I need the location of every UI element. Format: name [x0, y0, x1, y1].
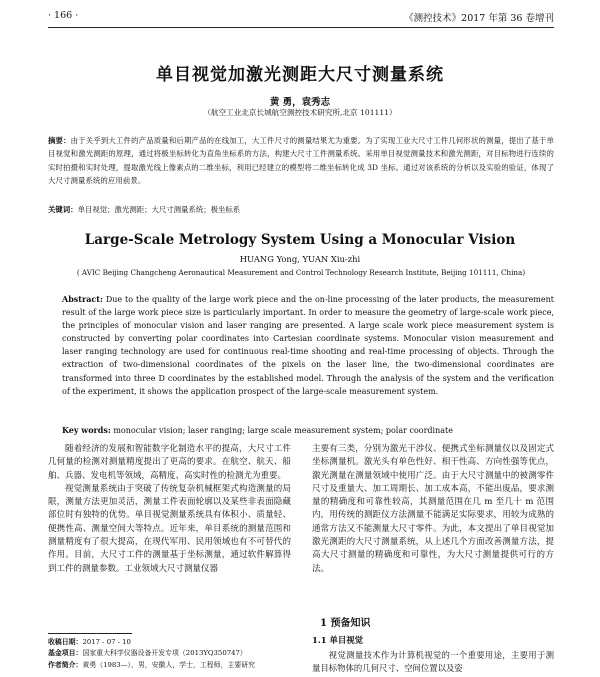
chinese-keywords	[48, 204, 554, 216]
section-1-1-text: 视觉测量技术作为计算机视觉的一个重要用途，主要用于测量目标物体的几何尺寸、空间位置以及姿	[312, 650, 554, 674]
english-affiliation: ( AVIC Beijing Changcheng Aeronautical Measurement and Control Technology Research Institute, Beijing 101111, China)	[76, 268, 526, 277]
body-left-column	[48, 443, 291, 576]
chinese-abstract-label: 摘要：	[48, 136, 71, 145]
english-abstract-label: Abstract:	[62, 294, 103, 304]
chinese-title: 单目视觉加激光测距大尺寸测量系统	[156, 65, 444, 85]
footnote-fund: 基金项目：国家重大科学仪器设备开发专项（2013YQ350747）	[48, 649, 247, 658]
english-authors: HUANG Yong, YUAN Xiu-zhi	[239, 254, 361, 264]
body-paragraph: 视觉测量系统由于突破了传统复杂机械框架式构造测量的局限，测量方法更加灵活，测量工件表面轮廓以及某些非表面隐藏部位时有独特的优势。单目视觉测量系统具有体积小、质量轻、便携性高、测量空间大等特点。近年来，单目系统的测量范围和测量精度有了很大提高，在现代军用、民用领域也有不可替代的作用。目前，大尺寸工件的测量基于坐标测量，通过软件解算得到工件的测量参数。工业领域大尺寸测量仪器	[48, 483, 291, 574]
page-number: · 166 ·	[48, 10, 79, 21]
chinese-abstract	[48, 134, 554, 187]
header-rule	[48, 27, 554, 28]
section-1-1-heading: 1.1 单目视觉	[312, 635, 363, 645]
chinese-keywords-label: 关键词：	[48, 205, 78, 214]
section-1-heading: 1 预备知识	[320, 618, 371, 629]
chinese-abstract-text: 由于关乎到大工件的产品质量和后期产品的在线加工，大工件尺寸的测量结果尤为重要。为了实现工业大尺寸工件几何形状的测量，提出了基于单目视觉和激光测距的原理，通过将极坐标转化为直角坐标系的方法，构建大尺寸工件测量系统。采用单目视觉测量技术和激光测距，对目标物进行连续的实时拍摄和实时处理，提取激光线上像素点的二维坐标，利用已经建立的模型将二维坐标转化成 3D 坐标。通过对该系统的分析以及实验的验证，体现了大尺寸测量系统的应用前景。	[48, 136, 555, 185]
chinese-keywords-text: 单目视觉；激光测距；大尺寸测量系统；极坐标系	[77, 205, 241, 214]
english-keywords-label: Key words:	[62, 425, 111, 435]
english-keywords-text: monocular vision; laser ranging; large scale measurement system; polar coordinate	[113, 426, 453, 435]
body-right-column	[312, 443, 554, 576]
chinese-affiliation: （航空工业北京长城航空测控技术研究所,北京 101111）	[203, 108, 397, 117]
footnote-rule	[48, 633, 132, 634]
footnote-received: 收稿日期：2017 - 07 - 10	[48, 638, 131, 646]
footnote-author: 作者简介：黄勇（1983—），男，安徽人，学士，工程师，主要研究	[48, 660, 256, 669]
english-title: Large-Scale Metrology System Using a Monocular Vision	[84, 232, 516, 248]
english-abstract	[62, 293, 554, 398]
footnotes	[48, 637, 293, 671]
body-paragraph: 主要有三类，分别为激光干涉仪、便携式坐标测量仪以及固定式坐标测量机。激光头有单色性好、相干性高、方向性强等优点，激光测量在测量领域中使用广泛。由于大尺寸测量中的被测零件尺寸及重量大、加工周期长、加工成本高，不能出废品，要求测量的精确度和可靠性较高，其测量范围在几 m 至几十 m 范围内，用传统的测距仪方法测量不能满足实际要求，用较为成熟的通常方法又不能测量大尺寸零件。为此，本文提出了单目视觉加激光测距的大尺寸测量系统，从上述几个方面改善测量方法，提高大尺寸测量的精确度和可靠性，为大尺寸测量提供可行的方法。	[312, 444, 554, 574]
chinese-authors: 黄 勇，袁秀志	[269, 97, 331, 108]
english-keywords	[62, 424, 554, 437]
english-abstract-text: Due to the quality of the large work piece and the on-line processing of the later products, the measurement result of the large work piece size is particularly important. In order to measure the geometry of large-scale work piece, the principles of monocular vision and laser ranging are presented. A large scale work piece measurement system is constructed by converting polar coordinates into Cartesian coordinate systems. Monocular vision measurement and laser ranging technology are used for continuous real-time shooting and real-time processing of objects. Through the extraction of two-dimensional coordinates of the pixels on the laser line, the two-dimensional coordinates are transformed into three D coordinates by the established model. Through the analysis of the system and the verification of the experiment, it shows the application prospect of the large-scale measurement system.	[62, 295, 554, 396]
body-paragraph: 随着经济的发展和智能数字化制造水平的提高，大尺寸工件几何量的检测对测量精度提出了更高的要求。在航空、航天、船舶、兵器、发电机等领域，高精度、高实时性的检测尤为重要。	[48, 444, 291, 481]
journal-header: 《测控技术》2017 年第 36 卷增刊	[404, 13, 554, 24]
